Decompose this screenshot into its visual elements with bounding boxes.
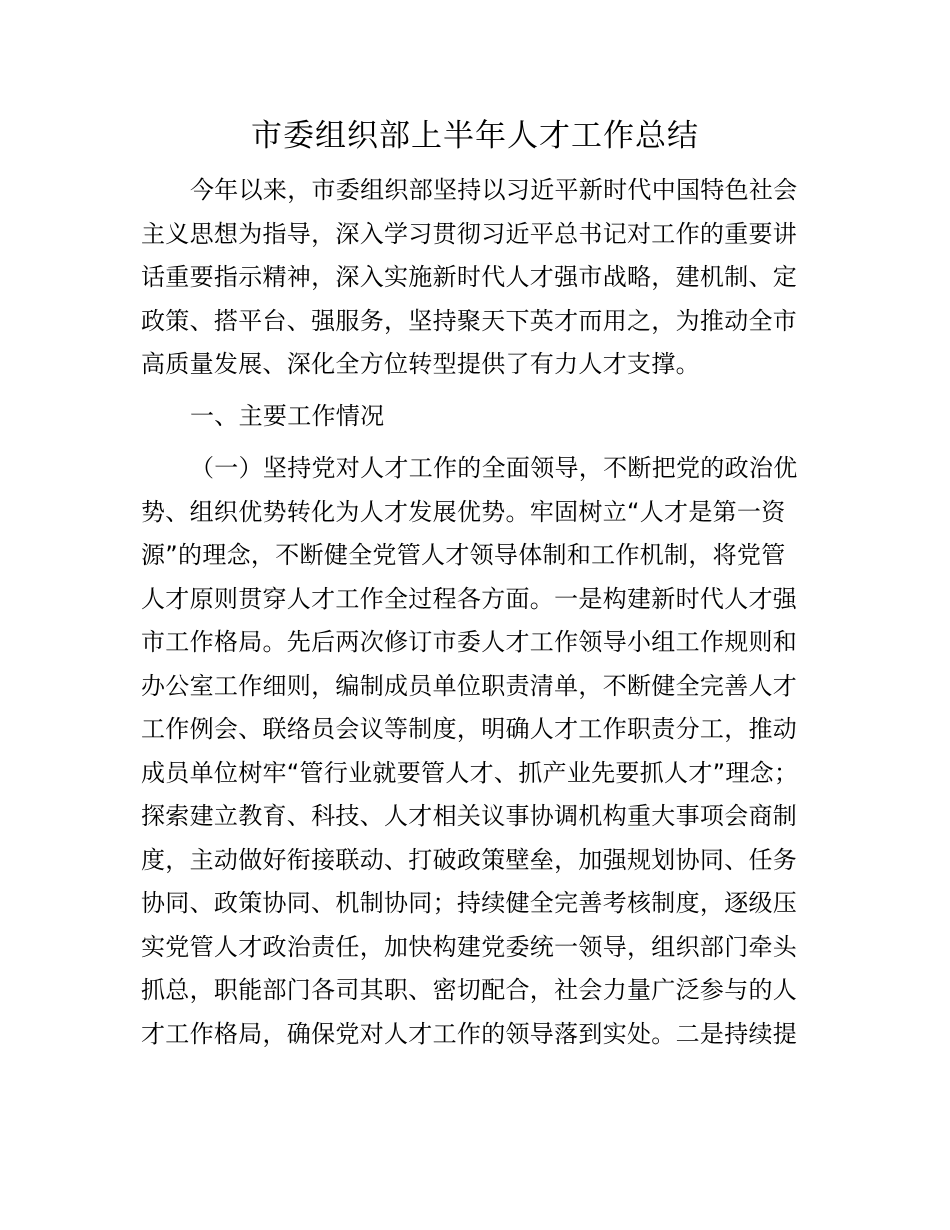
section-heading: 一、主要工作情况 (190, 402, 385, 430)
paragraph-line: 市工作格局。先后两次修订市委人才工作领导小组工作规则和 (141, 628, 798, 656)
paragraph-line: 主义思想为指导，深入学习贯彻习近平总书记对工作的重要讲 (141, 220, 798, 248)
paragraph-line: 势、组织优势转化为人才发展优势。牢固树立“人才是第一资 (141, 498, 786, 526)
paragraph-line: 才工作格局，确保党对人才工作的领导落到实处。二是持续提 (141, 1020, 798, 1048)
paragraph-line: 办公室工作细则，编制成员单位职责清单，不断健全完善人才 (141, 672, 798, 700)
paragraph-line: 人才原则贯穿人才工作全过程各方面。一是构建新时代人才强 (141, 585, 798, 613)
paragraph-line: 实党管人才政治责任，加快构建党委统一领导，组织部门牵头 (141, 933, 798, 961)
paragraph-line: 源”的理念，不断健全党管人才领导体制和工作机制，将党管 (141, 541, 786, 569)
paragraph-line: 政策、搭平台、强服务，坚持聚天下英才而用之，为推动全市 (141, 307, 798, 335)
paragraph-line: 今年以来，市委组织部坚持以习近平新时代中国特色社会 (190, 176, 798, 204)
paragraph-line: 协同、政策协同、机制协同；持续健全完善考核制度，逐级压 (141, 889, 798, 917)
document-title: 市委组织部上半年人才工作总结 (251, 118, 699, 154)
paragraph-line: 高质量发展、深化全方位转型提供了有力人才支撑。 (141, 350, 700, 378)
paragraph-line: 成员单位树牢“管行业就要管人才、抓产业先要抓人才”理念； (141, 759, 799, 787)
paragraph-line: 工作例会、联络员会议等制度，明确人才工作职责分工，推动 (141, 715, 798, 743)
paragraph-line: 话重要指示精神，深入实施新时代人才强市战略，建机制、定 (141, 263, 798, 291)
paragraph-line: 抓总，职能部门各司其职、密切配合，社会力量广泛参与的人 (141, 976, 798, 1004)
paragraph-line: （一）坚持党对人才工作的全面领导，不断把党的政治优 (190, 454, 798, 482)
paragraph-line: 度，主动做好衔接联动、打破政策壁垒，加强规划协同、任务 (141, 846, 798, 874)
paragraph-line: 探索建立教育、科技、人才相关议事协调机构重大事项会商制 (141, 802, 798, 830)
